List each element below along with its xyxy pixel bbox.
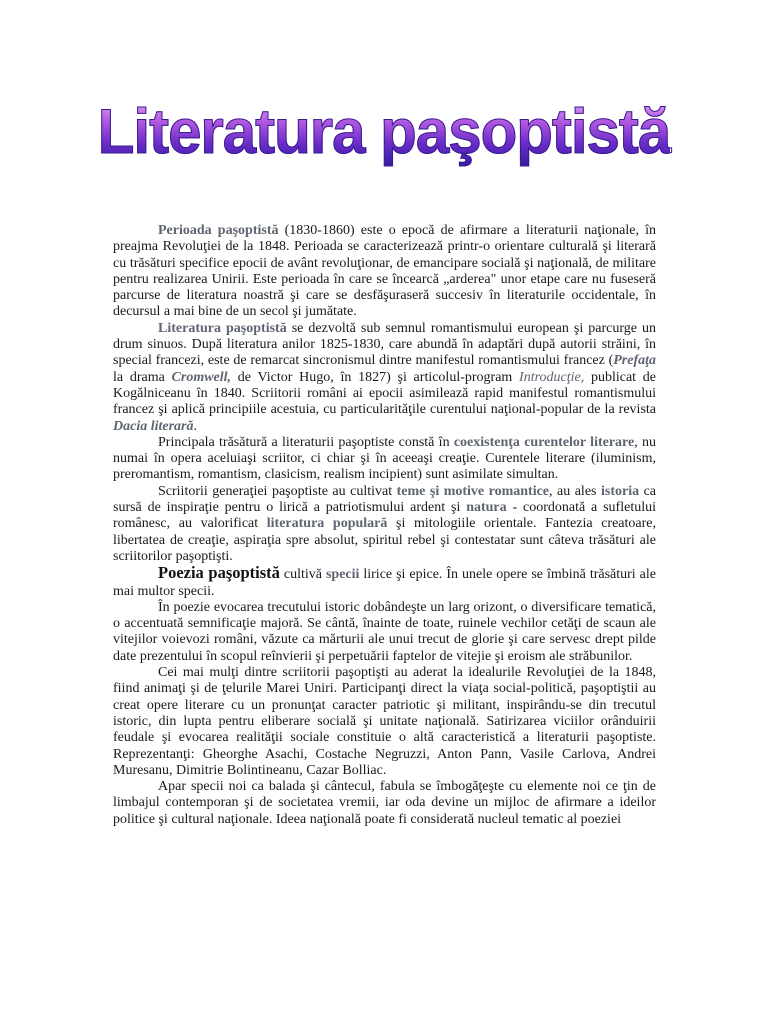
paragraph-evocarea <box>113 600 656 665</box>
paragraph-trasatura <box>113 435 656 484</box>
paragraph-text: se dezvoltă sub semnul romantismului european şi parcurge un drum sinuos. După literatura anilor 1825-1830, care abundă în adaptări după autorii străini, în special francezi, este de remarcat sincronismul dintre manifestul romantismului francez ( <box>113 320 656 369</box>
paragraph-text: cultivă <box>279 567 326 583</box>
term-teme-motive: teme şi motive romantice <box>396 483 550 499</box>
paragraph-text: ca sursă de inspiraţie pentru o lirică a patriotismului ardent şi <box>113 483 657 516</box>
term-specii: specii <box>325 567 360 583</box>
paragraph-text: lirice şi epice. În unele opere se îmbină trăsături ale mai multor specii. <box>113 567 656 599</box>
term-literatura-pasoptista: Literatura paşoptistă <box>158 320 287 336</box>
term-perioada-pasoptista: Perioada paşoptistă <box>158 223 279 238</box>
term-literatura-populara: literatura populară <box>266 516 388 532</box>
term-istoria: istoria <box>600 483 640 499</box>
paragraph-teme <box>113 484 656 565</box>
term-introductie: Introducţie, <box>519 369 585 385</box>
paragraph-text: publicat de Kogălniceanu în 1840. Scriitorii români ai epocii asimilează rapid manifestul romantismului francez şi aplică principiile acestuia, cu particularităţile curentului naţional-popular de la revista <box>113 369 656 418</box>
paragraph-text: Scriitorii generaţiei paşoptiste au cultivat <box>158 483 397 499</box>
paragraph-text: În poezie evocarea trecutului istoric dobândeşte un larg orizont, o diversificare tematică, o accentuată semnificaţie majoră. Se cântă, înainte de toate, ruinele vechilor cetăţi de scaun ale vitejilor voievozi români, văzute ca mărturii ale unui trecut de glorie şi care servesc drept pilde date prezentului în scopul reînvierii şi perpetuării faptelor de vitejie şi eroism ale străbunilor. <box>113 599 656 664</box>
paragraph-text: Principala trăsătură a literaturii paşoptiste constă în <box>158 434 454 450</box>
paragraph-text: de Victor Hugo, în 1827) şi articolul-program <box>231 369 520 385</box>
page-title: Literatura paşoptistă <box>98 94 670 170</box>
paragraph-text: Cei mai mulţi dintre scriitorii paşoptişti au aderat la idealurile Revoluţiei de la 1848, fiind animaţi şi de ţelurile Marei Uniri. Participanţi direct la viaţa social-politică, paşoptiştii au creat opere literare cu un pronunţat caracter patriotic şi militant, inspirându-se din trecutul istoric, din lupta pentru eliberare socială şi unitate naţională. Satirizarea viciilor orânduirii feudale şi evocarea realităţii sociale constituie o altă caracteristică a literaturii paşoptiste. Reprezentanţi: Gheorghe Asachi, Costache Negruzzi, Anton Pann, Vasile Carlova, Andrei Muresanu, Dimitrie Bolintineanu, Cazar Bolliac. <box>113 665 656 778</box>
term-coexistenta: coexistenţa curentelor literare <box>453 434 635 450</box>
paragraph-text: Apar specii noi ca balada şi cântecul, fabula se îmbogăţeşte cu elemente noi ce ţin de limbajul contemporan şi de societatea vremii, iar oda devine un mijloc de afirmare a ideilor politice şi cultural naţionale. Ideea naţională poate fi considerată nucleul tematic al poeziei <box>113 779 656 827</box>
paragraph-text: - coordonată a sufletului românesc, au valorificat <box>113 500 656 532</box>
paragraph-text: , nu numai în opera aceluiaşi scriitor, ci chiar şi în aceeaşi creaţie. Curentele literare (iluminism, preromantism, romantism, clasicism, realism incipient) sunt asimilate simultan. <box>113 434 656 483</box>
paragraph-text: şi mitologiile orientale. Fantezia creatoare, libertatea de creaţie, aspiraţia spre absolut, spiritul rebel şi contestatar sunt câteva trăsături ale scriitorilor paşoptişti. <box>113 516 656 564</box>
paragraph-text: . <box>193 418 197 434</box>
heading-poezia-pasoptista: Poezia paşoptistă <box>158 563 280 583</box>
paragraph-literatura <box>113 321 656 435</box>
term-dacia-literara: Dacia literară <box>113 418 194 434</box>
paragraph-scriitori <box>113 665 656 779</box>
paragraph-poezia <box>113 565 656 600</box>
document-body <box>113 223 656 828</box>
term-prefata: Prefaţa <box>613 353 656 369</box>
paragraph-text: la drama <box>113 369 172 385</box>
term-natura: natura <box>466 500 507 516</box>
paragraph-specii-noi <box>113 779 656 828</box>
paragraph-text: , au ales <box>549 483 601 499</box>
paragraph-perioada <box>113 223 656 321</box>
term-cromwell: Cromwell, <box>171 369 232 385</box>
title-container <box>0 96 768 168</box>
paragraph-text: (1830-1860) este o epocă de afirmare a literaturii naţionale, în preajma Revoluţiei de la 1848. Perioada se caracterizează printr-o orientare culturală şi literară cu trăsături specifice epocii de avânt revoluţionar, de emancipare socială şi naţională, de militare pentru realizarea Unirii. Este perioada în care se încearcă „arderea" unor etape care nu fuseseră parcurse de literatura noastră şi care se desfăşuraseră succesiv în literaturile occidentale, în decursul a mai bine de un secol şi jumătate. <box>113 223 656 320</box>
